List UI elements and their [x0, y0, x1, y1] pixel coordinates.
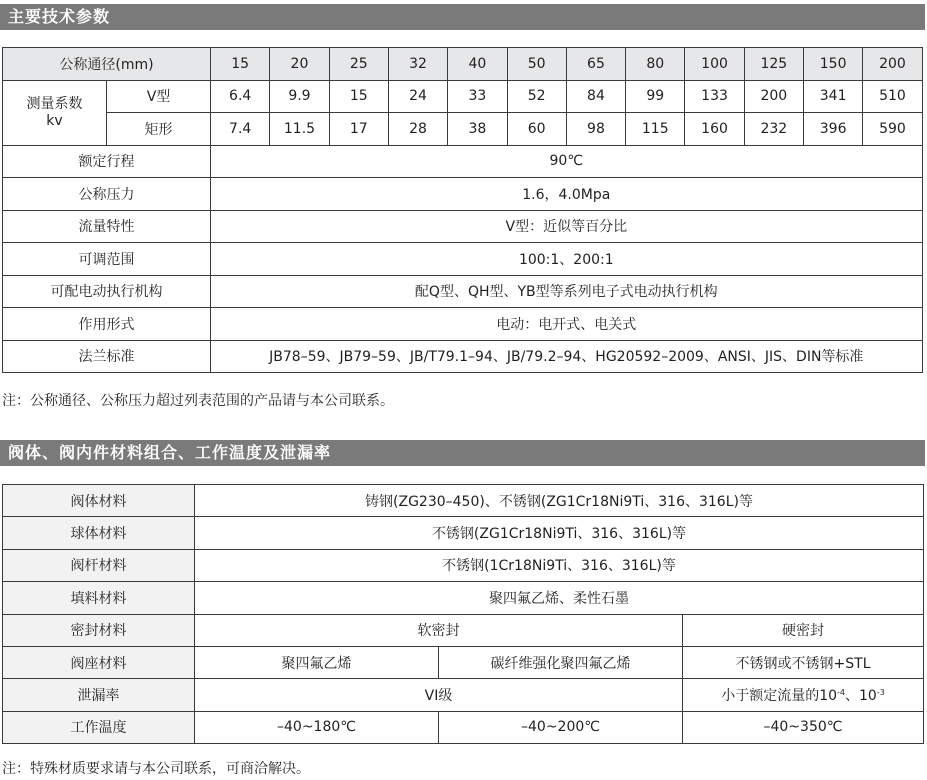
kv-v-value: 84: [566, 80, 625, 113]
leakage-hard-prefix: 小于额定流量的10: [721, 688, 838, 705]
row-value: 铸钢(ZG230–450)、不锈钢(ZG1Cr18Ni9Ti、316、316L)等: [195, 485, 924, 517]
table-row-stem-material: [3, 549, 924, 581]
row-value: 配Q型、QH型、YB型等系列电子式电动执行机构: [211, 275, 923, 308]
table-row-packing-material: [3, 582, 924, 614]
main-params-note: 注：公称通径、公称压力超过列表范围的产品请与本公司联系。: [2, 393, 394, 409]
kv-label-line1: 测量系数: [26, 95, 83, 112]
kv-rect-value: 17: [329, 113, 388, 146]
dn-value: 80: [626, 48, 685, 81]
kv-rect-label: 矩形: [107, 113, 211, 146]
row-label: 阀座材料: [3, 646, 195, 678]
table-row-actuator: [3, 275, 923, 308]
section-title-main-params: 主要技术参数: [0, 4, 925, 30]
dn-value: 25: [329, 48, 388, 81]
seat-hard: 不锈钢或不锈钢+STL: [683, 646, 924, 678]
main-params-table: [2, 47, 923, 373]
kv-v-value: 99: [626, 80, 685, 113]
table-row-ball-material: [3, 517, 924, 549]
row-label: 额定行程: [3, 145, 211, 178]
kv-v-value: 341: [803, 80, 862, 113]
kv-v-value: 200: [744, 80, 803, 113]
kv-rect-value: 232: [744, 113, 803, 146]
kv-rect-value: 11.5: [270, 113, 329, 146]
table-row-kv-v-type: [3, 80, 923, 113]
table-row-rangeability: [3, 243, 923, 276]
row-label: 可配电动执行机构: [3, 275, 211, 308]
temp-hard: –40~350℃: [683, 711, 924, 743]
table-row-flange-standard: [3, 340, 923, 373]
dn-value: 125: [744, 48, 803, 81]
table-row-temperature: [3, 711, 924, 743]
table-row-nominal-diameter: [3, 48, 923, 81]
nominal-diameter-label: 公称通径(mm): [3, 48, 211, 81]
table-row-action-form: [3, 308, 923, 341]
kv-v-value: 6.4: [211, 80, 270, 113]
kv-v-value: 24: [388, 80, 447, 113]
kv-v-value: 15: [329, 80, 388, 113]
dn-value: 200: [863, 48, 922, 81]
row-label: 填料材料: [3, 582, 195, 614]
dn-value: 15: [211, 48, 270, 81]
kv-rect-value: 396: [803, 113, 862, 146]
table-row-seat-material: [3, 646, 924, 678]
table-row-leakage: [3, 679, 924, 711]
row-label: 可调范围: [3, 243, 211, 276]
dn-value: 100: [685, 48, 744, 81]
row-label: 工作温度: [3, 711, 195, 743]
row-value: 聚四氟乙烯、柔性石墨: [195, 582, 924, 614]
row-label: 泄漏率: [3, 679, 195, 711]
row-value: 100:1、200:1: [211, 243, 923, 276]
dn-value: 40: [448, 48, 507, 81]
row-value: 90℃: [211, 145, 923, 178]
dn-value: 65: [566, 48, 625, 81]
table-row-rated-stroke: [3, 145, 923, 178]
seat-soft-cf-ptfe: 碳纤维强化聚四氟乙烯: [439, 646, 683, 678]
row-label: 密封材料: [3, 614, 195, 646]
row-label: 阀杆材料: [3, 549, 195, 581]
row-label: 流量特性: [3, 210, 211, 243]
row-value: 不锈钢(ZG1Cr18Ni9Ti、316、316L)等: [195, 517, 924, 549]
leakage-hard-exp1: -4: [837, 688, 846, 698]
table-row-seal-material: [3, 614, 924, 646]
temp-soft1: –40~180℃: [195, 711, 439, 743]
kv-v-type-label: V型: [107, 80, 211, 113]
row-value: 不锈钢(1Cr18Ni9Ti、316、316L)等: [195, 549, 924, 581]
row-value: JB78–59、JB79–59、JB/T79.1–94、JB/79.2–94、HG20592–2009、ANSI、JIS、DIN等标准: [211, 340, 923, 373]
kv-rect-value: 98: [566, 113, 625, 146]
dn-value: 50: [507, 48, 566, 81]
kv-v-value: 510: [863, 80, 922, 113]
section-title-materials: 阀体、阀内件材料组合、工作温度及泄漏率: [0, 440, 925, 466]
kv-rect-value: 7.4: [211, 113, 270, 146]
kv-rect-value: 160: [685, 113, 744, 146]
kv-label-line2: kv: [46, 112, 63, 129]
kv-rect-value: 38: [448, 113, 507, 146]
row-label: 法兰标准: [3, 340, 211, 373]
kv-v-value: 133: [685, 80, 744, 113]
materials-note: 注：特殊材质要求请与本公司联系，可商洽解决。: [2, 761, 310, 777]
dn-value: 150: [803, 48, 862, 81]
table-row-kv-rect: [3, 113, 923, 146]
table-row-flow-characteristic: [3, 210, 923, 243]
table-row-body-material: [3, 485, 924, 517]
seat-soft-ptfe: 聚四氟乙烯: [195, 646, 439, 678]
kv-rect-value: 28: [388, 113, 447, 146]
table-row-nominal-pressure: [3, 178, 923, 211]
row-value: 电动：电开式、电关式: [211, 308, 923, 341]
leakage-soft: VI级: [195, 679, 683, 711]
leakage-hard-mid: 、10: [845, 688, 877, 705]
leakage-hard: [683, 679, 924, 711]
kv-rect-value: 60: [507, 113, 566, 146]
row-label: 阀体材料: [3, 485, 195, 517]
materials-table: [2, 484, 924, 744]
kv-v-value: 33: [448, 80, 507, 113]
hard-seal-header: 硬密封: [683, 614, 924, 646]
soft-seal-header: 软密封: [195, 614, 683, 646]
dn-value: 20: [270, 48, 329, 81]
kv-v-value: 52: [507, 80, 566, 113]
kv-rect-value: 115: [626, 113, 685, 146]
kv-rect-value: 590: [863, 113, 922, 146]
row-value: V型：近似等百分比: [211, 210, 923, 243]
row-label: 公称压力: [3, 178, 211, 211]
row-value: 1.6，4.0Mpa: [211, 178, 923, 211]
row-label: 球体材料: [3, 517, 195, 549]
row-label: 作用形式: [3, 308, 211, 341]
kv-v-value: 9.9: [270, 80, 329, 113]
dn-value: 32: [388, 48, 447, 81]
kv-label: [3, 80, 107, 145]
leakage-hard-exp2: -3: [876, 688, 885, 698]
temp-soft2: –40~200℃: [439, 711, 683, 743]
